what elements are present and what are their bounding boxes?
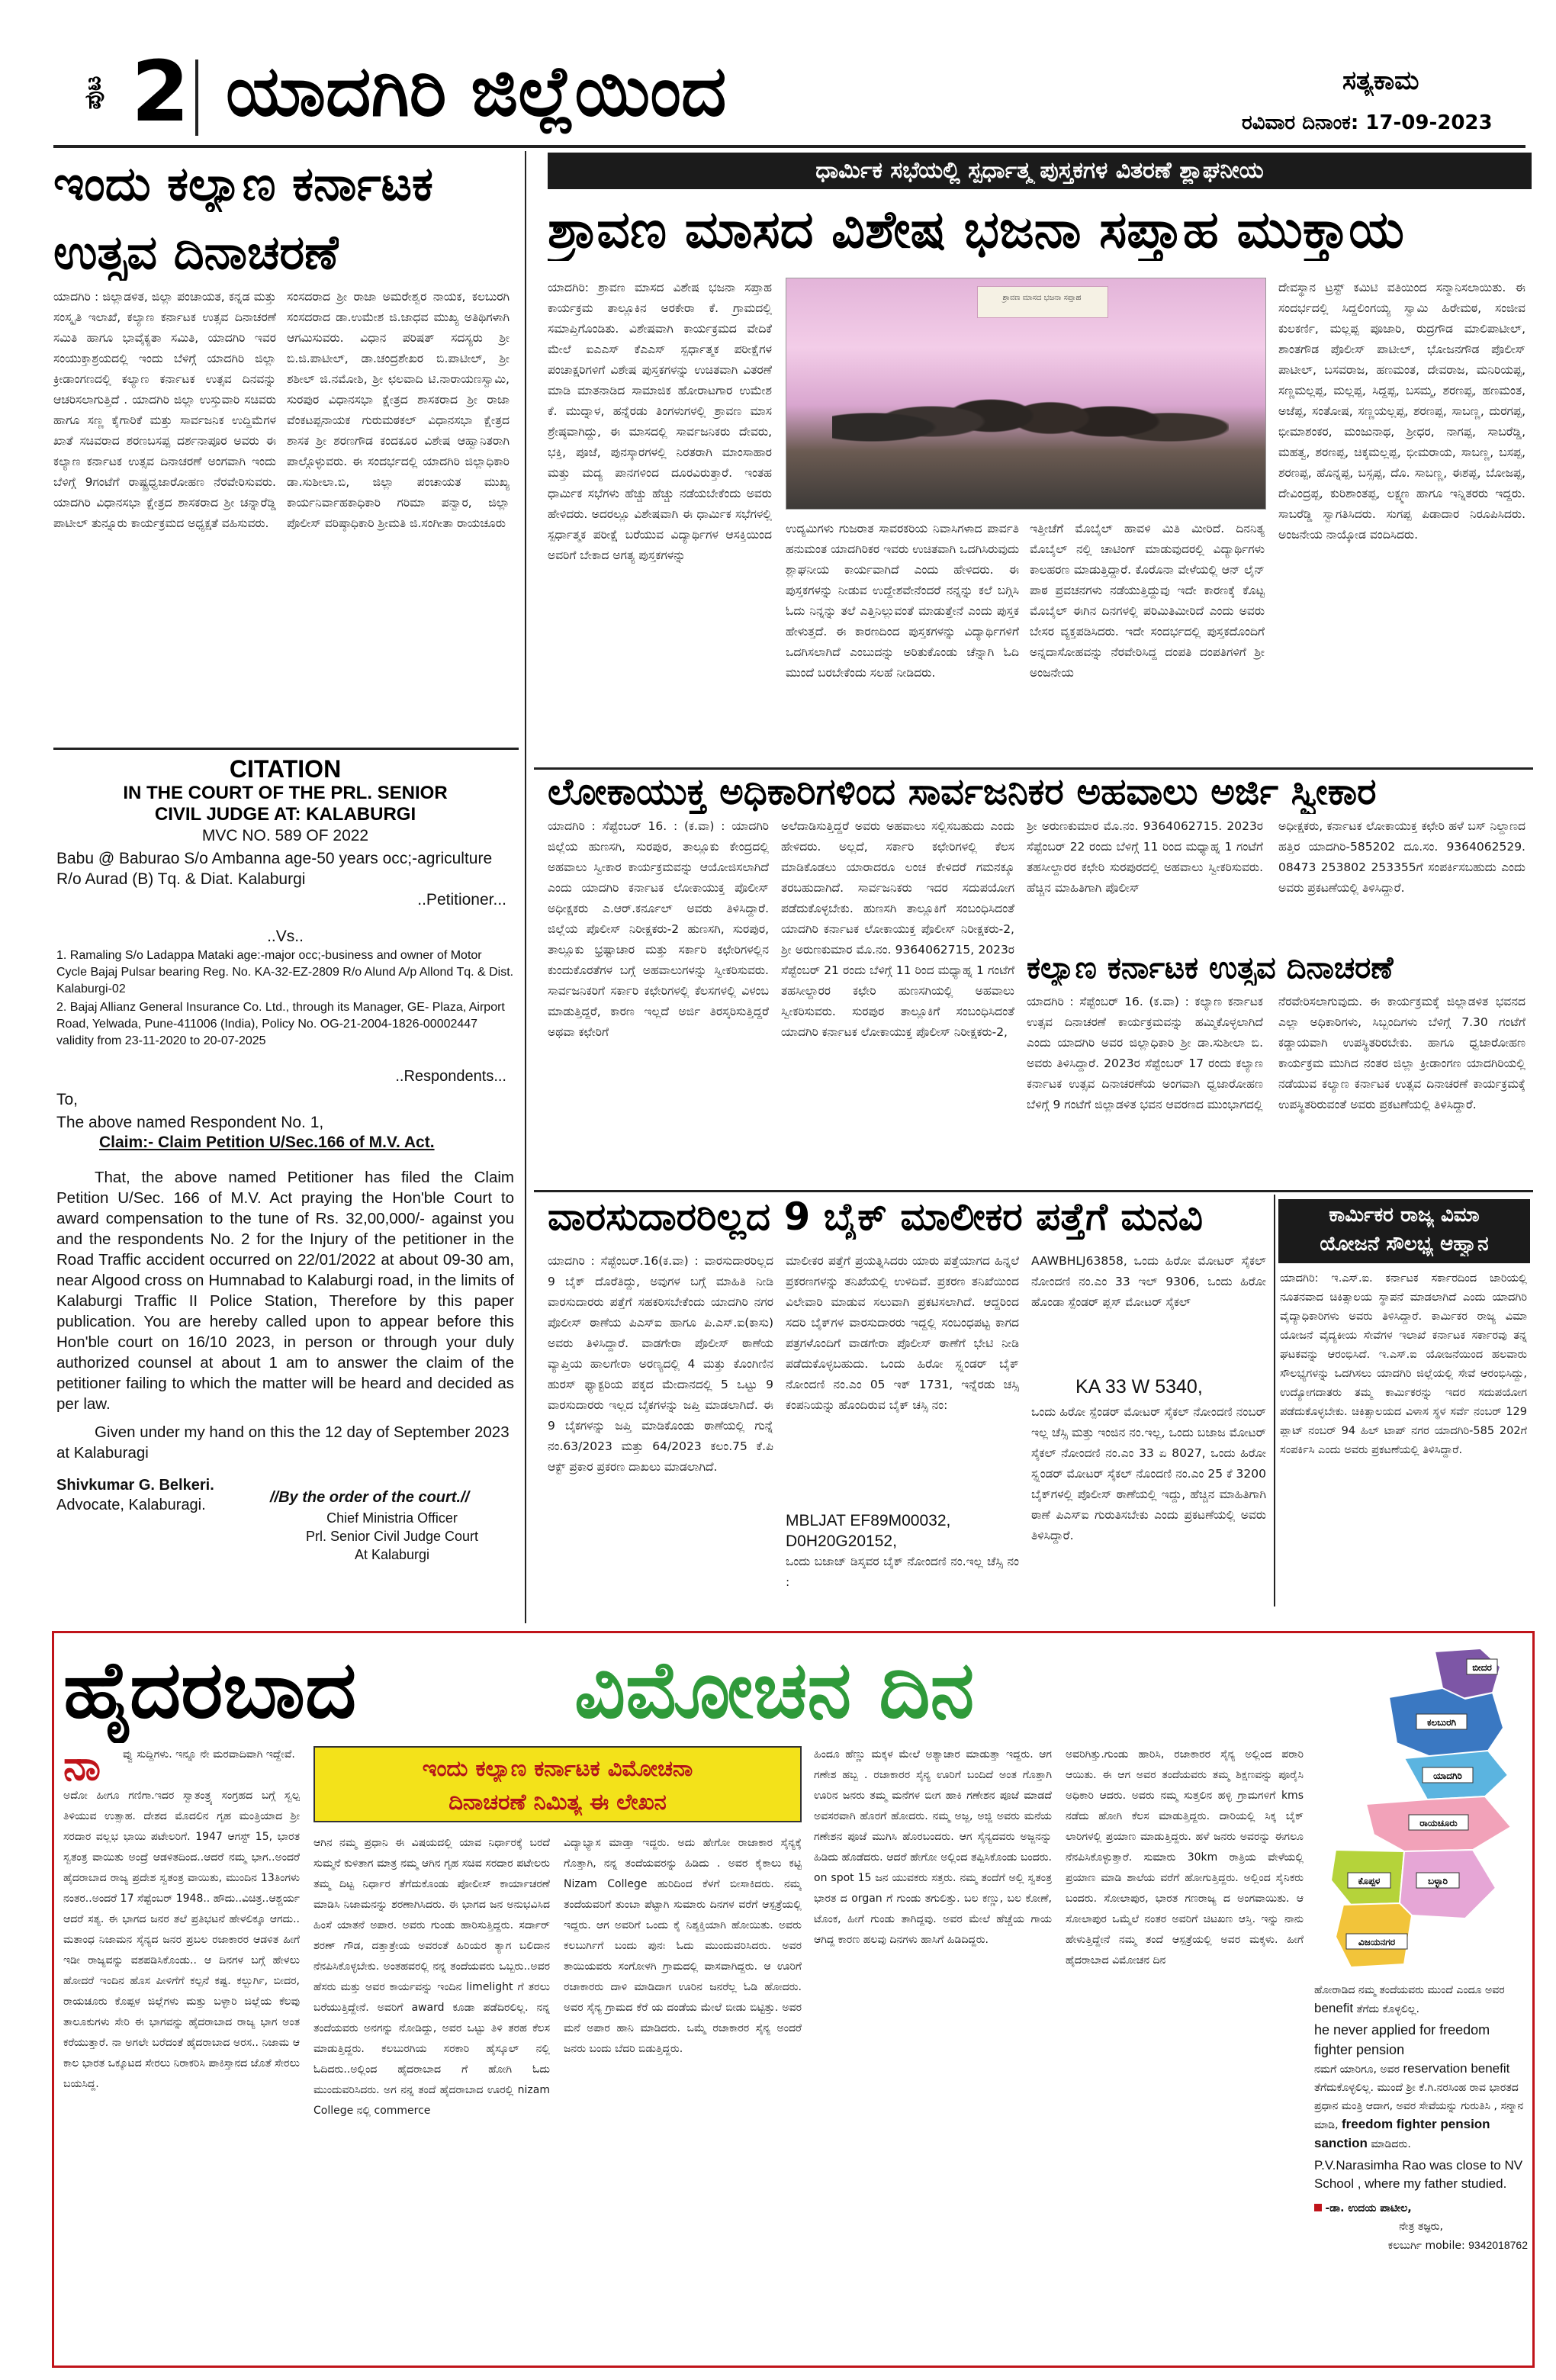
map-label-raichur: ರಾಯಚೂರು (1419, 1818, 1458, 1828)
esi-box (1278, 1195, 1530, 1606)
side-text-3: ನಮಗೆ ಯಾರಿಗೂ, ಅವರ (1314, 2063, 1400, 2076)
bikes-col-3: AAWBHLJ63858, ಒಂದು ಹಿರೋ ಮೋಟರ್ ಸೈಕಲ್ ನೋಂದಣಿ ನಂ.ಎಂ 33 ಇಲ್ 9306, ಒಂದು ಹಿರೋ ಹೊಂಡಾ ಸ್ಪೆಂಡರ್ ಪ್ಲಸ್ ಮೋಟರ್ ಸೈಕಲ್ (1031, 1254, 1266, 1309)
left-story-col-2: ಸಂಸದರಾದ ಶ್ರೀ ರಾಜಾ ಅಮರೇಶ್ವರ ನಾಯಕ, ಕಲಬುರಗಿ ಸಂಸದರಾದ ಡಾ.ಉಮೇಶ ಜಿ.ಜಾಧವ ಮುಖ್ಯ ಅತಿಥಿಗಳಾಗಿ ಆಗಮಿಸುವರು. ವಿಧಾನ ಪರಿಷತ್ ಸದಸ್ಯರು ಶ್ರೀ ಬಿ.ಜಿ.ಪಾಟೀಲ್, ಡಾ.ಚಂದ್ರಶೇಖರ ಬಿ.ಪಾಟೀಲ್, ಶ್ರೀ ಶಶೀಲ್ ಜಿ.ನಮೋಶಿ, ಶ್ರೀ ಛಲವಾದಿ ಟಿ.ನಾರಾಯಣಸ್ವಾಮಿ, ಸುರಪುರ ವಿಧಾನಸಭಾ ಕ್ಷೇತ್ರದ ಶಾಸಕರಾದ ಶ್ರೀ ರಾಜಾ ವೆಂಕಟಪ್ಪನಾಯಕ ಗುರುಮಠಕಲ್ ವಿಧಾನಸಭಾ ಕ್ಷೇತ್ರದ ಶಾಸಕ ಶ್ರೀ ಶರಣಗೌಡ ಕಂದಕೂರ ವಿಶೇಷ ಆಹ್ವಾನಿತರಾಗಿ ಪಾಲ್ಗೊಳ್ಳುವರು. ಈ ಸಂದರ್ಭದಲ್ಲಿ ಯಾದಗಿರಿ ಜಿಲ್ಲಾಧಿಕಾರಿ ಡಾ.ಸುಶೀಲಾ.ಬಿ, ಜಿಲ್ಲಾ ಪಂಚಾಯತ ಮುಖ್ಯ ಕಾರ್ಯನಿರ್ವಾಹಕಾಧಿಕಾರಿ ಗರಿಮಾ ಪನ್ವಾರ, ಜಿಲ್ಲಾ ಪೊಲೀಸ್ ವರಿಷ್ಠಾಧಿಕಾರಿ ಶ್ರೀಮತಿ ಜಿ.ಸಂಗೀತಾ ರಾಯಚೂರು (287, 290, 510, 530)
lokayukta-col-4: ಅಧೀಕ್ಷಕರು, ಕರ್ನಾಟಕ ಲೋಕಾಯುಕ್ತ ಕಛೇರಿ ಹಳೆ ಬಸ್ ನಿಲ್ದಾಣದ ಹತ್ತಿರ ಯಾದಗಿರಿ-585202 ದೂ.ಸಂ. 9364062529. 08473 253802 253355ಗೆ ಸಂಪರ್ಕಿಸಬಹುದು ಎಂದು ಅವರು ಪ್ರಕಟಣೆಯಲ್ಲಿ ತಿಳಿಸಿದ್ದಾರೆ. (1278, 819, 1525, 895)
masthead-rule (53, 145, 1525, 148)
citation-addressee: The above named Respondent No. 1, (56, 1114, 324, 1131)
hyd-col-5: ಅವರಿಗಿತ್ತು.ಗುಂಡು ಹಾರಿಸಿ, ರಜಾಕಾರರ ಸೈನ್ಯ ಅಲ್ಲಿಂದ ಪರಾರಿ ಆಯಿತು. ಈ ಆಗ ಅವರ ತಂದೆಯವರು ತಮ್ಮ ಶಿಕ್ಷಣವನ್ನು ಪೂರೈಸಿ ಅಧಿಕಾರಿ ಆದರು. ಅವರು ನಮ್ಮ ಸುತ್ತಲಿನ ಹಳ್ಳಿ ಗ್ರಾಮಗಳಿಗೆ kms ನಡೆದು ಹೋಗಿ ಕೆಲಸ ಮಾಡುತ್ತಿದ್ದರು. ದಾರಿಯಲ್ಲಿ ಸಿಕ್ಕ ಬೈಕ್ ಲಾರಿಗಳಲ್ಲಿ ಪ್ರಯಾಣ ಮಾಡುತ್ತಿದ್ದರು. ಹಳೆ ಜನರು ಅವರನ್ನು ಈಗಲೂ ನೆನಪಿಸಿಕೊಳ್ಳುತ್ತಾರೆ. ಸುಮಾರು 30km ರಾತ್ರಿಯ ವೇಳೆಯಲ್ಲಿ ಪ್ರಯಾಣ ಮಾಡಿ ಶಾಲೆಯ ವರೆಗೆ ಹೋಗುತ್ತಿದ್ದರು. ಅಲ್ಲಿಂದ ಸೈನಿಕರು ಬಂದರು. ಸೋಲಾಪುರ, ಭಾರತ ಗಣರಾಜ್ಯ ದ ಅಂಗವಾಯಿತು. ಆ ಸೋಲಾಪುರ ಒಮ್ಮೆಲೆ ನಂತರ ಅವರಿಗೆ ಚಿಟಖಣ ಆಸ್ತಿ. ಇನ್ನು ನಾನು ಹೇಳುತ್ತಿದ್ದೇನೆ ನಮ್ಮ ತಂದೆ ಆಸ್ಪತ್ರೆಯಲ್ಲಿ ಅವರ ಮಕ್ಕಳು. ಹೀಗೆ ಹೈದರಾಬಾದ ವಿಮೋಚನ ದಿನ (1066, 1748, 1304, 1967)
paper-name: ಸತ್ಯಕಾಮ (1342, 66, 1419, 96)
article-intro-box (313, 1746, 802, 1822)
dropcap: ನಾ (63, 1742, 101, 1790)
signature: -ಡಾ. ಉದಯ ಪಾಟೀಲ, (1325, 2202, 1412, 2214)
date-line: ರವಿವಾರ ದಿನಾಂಕ: 17-09-2023 (1242, 111, 1493, 134)
shravana-headline: ಶ್ರಾವಣ ಮಾಸದ ವಿಶೇಷ ಭಜನಾ ಸಪ್ತಾಹ ಮುಕ್ತಾಯ (548, 200, 1404, 260)
lokayukta-col-3: ಶ್ರೀ ಅರುಣಕುಮಾರ ಮೊ.ನಂ. 9364062715. 2023ರ ಸೆಪ್ಟೆಂಬರ್ 22 ರಂದು ಬೆಳಿಗ್ಗೆ 11 ರಿಂದ ಮಧ್ಯಾಹ್ನ 1 ಗಂಟೆಗೆ ತಹಸೀಲ್ದಾರರ ಕಛೇರಿ ಸುರಪುರದಲ್ಲಿ ಅಹವಾಲು ಸ್ವೀಕರಿಸುವರು. ಹೆಚ್ಚಿನ ಮಾಹಿತಿಗಾಗಿ ಪೊಲೀಸ್ (1027, 819, 1263, 895)
hyderabad-title-green: ವಿಮೋಚನ ದಿನ (574, 1643, 975, 1736)
page-number: 2 (131, 46, 190, 137)
bikes-reg: KA 33 W 5340, (1075, 1376, 1203, 1397)
citation-court-2: CIVIL JUDGE AT: KALABURGI (154, 804, 416, 825)
map-label-kalaburagi: ಕಲಬುರಗಿ (1426, 1717, 1457, 1728)
signature-mobile (1314, 2236, 1528, 2255)
side-quote-3: freedom fighter pension sanction (1314, 2117, 1490, 2150)
main-column-divider (525, 151, 526, 1623)
side-benefit: benefit (1314, 2001, 1354, 2015)
map-label-yadgir: ಯಾದಗಿರಿ (1433, 1771, 1462, 1781)
esi-headline-1: ಕಾರ್ಮಿಕರ ರಾಜ್ಯ ವಿಮಾ (1329, 1204, 1480, 1227)
bullet-icon (1314, 2204, 1322, 2211)
hyd-col-3: ವಿದ್ಯಾಭ್ಯಾಸ ಮಾಡ್ತಾ ಇದ್ದರು. ಅದು ಹೇಗೋ ರಾಜಾಕಾರ ಸೈನ್ಯಕ್ಕೆ ಗೊತ್ತಾಗಿ, ನನ್ನ ತಂದೆಯವರನ್ನು ಹಿಡಿದು . ಅವರ ಕೈಕಾಲು ಕಟ್ಟಿ Nizam College ಹುರಿದಿಂದ ಕೆಳಗೆ ಬೀಸಾಕಿದರು. ನಮ್ಮ ತಂದೆಯವರಿಗೆ ತುಂಬಾ ಪೆಟ್ಟಾಗಿ ಸುಮಾರು ದಿನಗಳ ವರೆಗೆ ಆಸ್ಪತ್ರೆಯಲ್ಲಿ ಇದ್ದರು. ಆಗ ಅವರಿಗೆ ಒಂದು ಕೈ ನಿಶ್ಶಕ್ತಿಯಾಗಿ ಹೋಯಿತು. ಅವರು ಕಲಬುರ್ಗಿಗೆ ಬಂದು ಪುನಃ ಓದು ಮುಂದುವರಿಸಿದರು. ಅವರ ತಾಯಿಯವರು ಸಂಗೋಳಗಿ ಗ್ರಾಮದಲ್ಲಿ ವಾಸವಾಗಿದ್ದರು. ಆ ಊರಿಗೆ ರಜಾಕಾರರು ದಾಳಿ ಮಾಡಿದಾಗ ಊರಿನ ಜನರೆಲ್ಲ ಓಡಿ ಹೋದರು. ಅವರ ಸೈನ್ಯ ಗ್ರಾಮದ ಕೆರೆ ಯ ದಂಡೆಯ ಮೇಲೆ ಬೀಡು ಬಿಟ್ಟಿತ್ತು. ಅವರ ಮನೆ ಅಪಾರ ಹಾನಿ ಮಾಡಿದರು. ಒಮ್ಮೆ ರಜಾಕಾರರ ಸೈನ್ಯ ಅಂದರೆ ಜನರು ಬಂದು ಬೆದರಿ ಬಿಡುತ್ತಿದ್ದರು. (564, 1837, 802, 2055)
bikes-col-1: ಯಾದಗಿರಿ : ಸೆಪ್ಟೆಂಬರ್.16(ಕ.ವಾ) : ವಾರಸುದಾರರಿಲ್ಲದ 9 ಬೈಕ್ ದೊರೆತಿದ್ದು, ಅವುಗಳ ಬಗ್ಗೆ ಮಾಹಿತಿ ನೀಡಿ ವಾರಸುದಾರರು ಪತ್ತೆಗೆ ಸಹಕರಿಸಬೇಕೆಂದು ಯಾದಗಿರಿ ನಗರ ಪೊಲೀಸ್ ಠಾಣೆಯ ಪಿಎಸ್‌ಐ ಹಾಗೂ ಪಿ.ಎಸ್.ಐ(ಕಾಸು) ಅವರು ತಿಳಿಸಿದ್ದಾರೆ. ವಾಡಗೇರಾ ಪೊಲೀಸ್ ಠಾಣೆಯ ವ್ಯಾಪ್ತಿಯ ಹಾಲಗೇರಾ ಅರಣ್ಯದಲ್ಲಿ 4 ಮತ್ತು ಕೊಂಗಿಣಿನ ಹುರಸ್ ಫ್ಯಾಕ್ಟರಿಯ ಪಕ್ಕದ ಮೇದಾನದಲ್ಲಿ 5 ಒಟ್ಟು 9 ವಾರಸುದಾರರು ಇಲ್ಲದ ಬೈಕಗಳನ್ನು ಜಪ್ತಿ ಮಾಡಲಾಗಿದೆ. ಈ 9 ಬೈಕಗಳನ್ನು ಜಪ್ತಿ ಮಾಡಿಕೊಂಡು ಠಾಣೆಯಲ್ಲಿ ಗುನ್ನೆ ನಂ.63/2023 ಮತ್ತು 64/2023 ಕಲಂ.75 ಕೆ.ಪಿ ಆಕ್ಟ್ ಪ್ರಕಾರ ಪ್ರಕರಣ ದಾಖಲು ಮಾಡಲಾಗಿದೆ. (548, 1254, 773, 1474)
bikes-col-2-end: ಒಂದು ಬಜಾಜ್ ಡಿಸ್ಕವರ ಬೈಕ್ ನೋಂದಣಿ ನಂ.ಇಲ್ಲ ಚೆಸ್ಸಿ ನಂ : (786, 1555, 1019, 1589)
citation-title: CITATION (229, 755, 342, 783)
citation-respondent-2: 2. Bajaj Allianz General Insurance Co. Ltd., through its Manager, GE- Plaza, Airport Road, Yelwada, Pune-411006 (India), Policy No. OG-21-2004-1826-00002447 validity from 23-11-2020 to 20-07-2025 (56, 1001, 505, 1047)
citation-petitioner: Babu @ Baburao S/o Ambanna age-50 years occ;-agriculture R/o Aurad (B) Tq. & Diat. Kalaburgi (56, 850, 493, 888)
signature-line (1314, 2199, 1528, 2218)
side-quote-4: P.V.Narasimha Rao was close to NV School , where my father studied. (1314, 2158, 1523, 2191)
kk-utsav-col-1: ಯಾದಗಿರಿ : ಸೆಪ್ಟೆಂಬರ್ 16. (ಕ.ವಾ) : ಕಲ್ಯಾಣ ಕರ್ನಾಟಕ ಉತ್ಸವ ದಿನಾಚರಣೆ ಕಾರ್ಯಕ್ರಮವನ್ನು ಹಮ್ಮಿಕೊಳ್ಳಲಾಗಿದೆ ಎಂದು ಯಾದಗಿರಿ ಅವರ ಜಿಲ್ಲಾಧಿಕಾರಿ ಶ್ರೀ ಡಾ.ಸುಶೀಲಾ ಬಿ. ಅವರು ತಿಳಿಸಿದ್ದಾರೆ. 2023ರ ಸೆಪ್ಟೆಂಬರ್ 17 ರಂದು ಕಲ್ಯಾಣ ಕರ್ನಾಟಕ ಉತ್ಸವ ದಿನಾಚರಣೆಯ ಅಂಗವಾಗಿ ಧ್ವಜಾರೋಹಣ ಬೆಳಿಗ್ಗೆ 9 ಗಂಟೆಗೆ ಜಿಲ್ಲಾಡಳಿತ ಭವನ ಆವರಣದ ಮುಂಭಾಗದಲ್ಲಿ (1027, 995, 1263, 1111)
shravana-col-1: ಯಾದಗಿರಿ: ಶ್ರಾವಣ ಮಾಸದ ವಿಶೇಷ ಭಜನಾ ಸಪ್ತಾಹ ಕಾರ್ಯಕ್ರಮ ತಾಲ್ಲೂಕಿನ ಅರಕೇರಾ ಕೆ. ಗ್ರಾಮದಲ್ಲಿ ಸಮಾಪ್ತಿಗೊಂಡಿತು. ವಿಶೇಷವಾಗಿ ಕಾರ್ಯಕ್ರಮದ ವೇದಿಕೆ ಮೇಲೆ ಐಎಎಸ್ ಕೆಎಎಸ್ ಸ್ಪರ್ಧಾತ್ಮಕ ಪರೀಕ್ಷೆಗಳ ಪಂಚಾಕ್ಷರಿಗಳಿಗೆ ವಿಶೇಷ ಪುಸ್ತಕಗಳನ್ನು ಉಚಿತವಾಗಿ ವಿತರಣೆ ಮಾಡಿ ಮಾತನಾಡಿದ ಸಾಮಾಜಿಕ ಹೋರಾಟಗಾರ ಉಮೇಶ ಕೆ. ಮುದ್ನಾಳ, ಹನ್ನೆರಡು ತಿಂಗಳುಗಳಲ್ಲಿ ಶ್ರಾವಣ ಮಾಸ ಶ್ರೇಷ್ಠವಾಗಿದ್ದು, ಈ ಮಾಸದಲ್ಲಿ ಸಾರ್ವಜನಿಕರು ದೇವರು, ಭಕ್ತಿ, ಪೂಜೆ, ಪುನಸ್ಕಾರಗಳಲ್ಲಿ ನಿರತರಾಗಿ ಮಾಂಸಾಹಾರ ಮತ್ತು ಮದ್ಯ ಪಾನಗಳಿಂದ ದೂರವಿರುತ್ತಾರೆ. ಇಂತಹ ಧಾರ್ಮಿಕ ಸಭೆಗಳು ಹೆಚ್ಚು ಹೆಚ್ಚು ನಡೆಯಬೇಕೆಂದು ಅವರು ಹೇಳಿದರು. ಅದರಲ್ಲೂ ವಿಶೇಷವಾಗಿ ಈ ಧಾರ್ಮಿಕ ಸಭೆಗಳಲ್ಲಿ ಸ್ಪರ್ಧಾತ್ಮಕ ಪರೀಕ್ಷೆ ಬರೆಯುವ ವಿದ್ಯಾರ್ಥಿಗಳ ಆಸಕ್ತಿಯಿಂದ ಅವರಿಗೆ ಬೇಕಾದ ಅಗತ್ಯ ಪುಸ್ತಕಗಳನ್ನು (548, 281, 772, 562)
hyd-col-1-lead: ವ್ವು ಸುದ್ದಿಗಳು. ಇನ್ನೂ ನೇ ಮರವಾದಿವಾಗಿ ಇದ್ದೇವೆ. (123, 1748, 295, 1761)
side-quote-1: he never applied for freedom fighter pension (1314, 2022, 1490, 2057)
citation-paragraph-1: That, the above named Petitioner has filed the Claim Petition U/Sec. 166 of M.V. Act praying the Hon'ble Court to award compensation to the tune of Rs. 32,00,000/- against you and the respondents No. 2 for the Injury of the petitioner in the Road Traffic accident occurred on 22/01/2022 at about 09-30 am, near Algood cross on Humnabad to Kalaburgi road, in the limits of Kalaburgi Traffic II Police Station, Therefore by this paper publication. You are hereby called upon to appear before this Hon'ble court on 16/10 2023, in person or through your duly authorized counsel at about 1 am to answer the claim of the petitioner failing to which the matter will be heard and decided as per law. (56, 1169, 514, 1413)
kk-utsav-col-2: ನೆರವೇರಿಸಲಾಗುವುದು. ಈ ಕಾರ್ಯಕ್ರಮಕ್ಕೆ ಜಿಲ್ಲಾಡಳಿತ ಭವನದ ಎಲ್ಲಾ ಅಧಿಕಾರಿಗಳು, ಸಿಬ್ಬಂದಿಗಳು ಬೆಳಿಗ್ಗೆ 7.30 ಗಂಟೆಗೆ ಕಡ್ಡಾಯವಾಗಿ ಉಪಸ್ಥಿತರಿರಬೇಕು. ಹಾಗೂ ಧ್ವಜಾರೋಹಣ ಕಾರ್ಯಕ್ರಮ ಮುಗಿದ ನಂತರ ಜಿಲ್ಲಾ ಕ್ರೀಡಾಂಗಣ ಯಾದಗಿರಿಯಲ್ಲಿ ನಡೆಯುವ ಕಲ್ಯಾಣ ಕರ್ನಾಟಕ ಉತ್ಸವ ದಿನಾಚರಣೆ ಕಾರ್ಯಕ್ರಮಕ್ಕೆ ಉಪಸ್ಥಿತರಿರುವಂತೆ ಅವರು ಪ್ರಕಟಣೆಯಲ್ಲಿ ತಿಳಿಸಿದ್ದಾರೆ. (1278, 995, 1525, 1111)
section-title: ಯಾದಗಿರಿ ಜಿಲ್ಲೆಯಿಂದ (226, 50, 727, 132)
citation-petitioner-tag: ..Petitioner... (417, 891, 506, 909)
bikes-chassis: MBLJAT EF89M00032, D0H20G20152, (786, 1512, 951, 1550)
hyd-side-block (1314, 1981, 1528, 2362)
hyderabad-section (52, 1631, 1535, 2368)
mobile-number: 9342018762 (1468, 2239, 1528, 2251)
bikes-headline: ವಾರಸುದಾರರಿಲ್ಲದ 9 ಬೈಕ್ ಮಾಲೀಕರ ಪತ್ತೆಗೆ ಮನವಿ (548, 1195, 1204, 1239)
lokayukta-rule (534, 1190, 1533, 1192)
masthead-divider (195, 60, 198, 136)
left-story (53, 151, 511, 746)
esi-text: ಯಾದಗಿರಿ: ಇ.ಎಸ್.ಐ. ಕರ್ನಾಟಕ ಸರ್ಕಾರದಿಂದ ಜಾರಿಯಲ್ಲಿ ನೂತನವಾದ ಚಿಕಿತ್ಸಾಲಯ ಸ್ಥಾಪನೆ ಮಾಡಲಾಗಿದೆ ಎಂದು ಯಾದಗಿರಿ ವೈದ್ಯಾಧಿಕಾರಿಗಳು ಅವರು ತಿಳಿಸಿದ್ದಾರೆ. ಕಾರ್ಮಿಕರ ರಾಜ್ಯ ವಿಮಾ ಯೋಜನೆ ವೈದ್ಯಕೀಯ ಸೇವೆಗಳ ಇಲಾಖೆ ಕರ್ನಾಟಕ ಸರ್ಕಾರವು ತನ್ನ ಘಟಕವನ್ನು ಆರಂಭಿಸಿದೆ. ಇ.ಎಸ್.ಐ ಯೋಜನೆಯಿಂದ ಹಲವಾರು ಸೌಲಭ್ಯಗಳನ್ನು ಒದಗಿಸಲು ಯಾದಗಿರಿ ಜಿಲ್ಲೆಯಲ್ಲಿ ಸೇವೆ ಆರಂಭಿಸಿದ್ದು, ಉದ್ಯೋಗದಾತರು ತಮ್ಮ ಕಾರ್ಮಿಕರನ್ನು ಇದರ ಸದುಪಯೋಗ ಪಡೆದುಕೊಳ್ಳಬೇಕು. ಚಿಕಿತ್ಸಾಲಯದ ವಿಳಾಸ ಸ್ಥಳ ಸರ್ವೆ ನಂಬರ್ 129 ಪ್ಲಾಟ್ ನಂಬರ್ 94 ಹಿಲ್ ಟಾಪ್ ನಗರ ಯಾದಗಿರಿ-585 202ಗೆ ಸಂಪರ್ಕಿಸಿ ಎಂದು ಅವರು ಪ್ರಕಟಣೆಯಲ್ಲಿ ತಿಳಿಸಿದ್ದಾರೆ. (1280, 1272, 1527, 1456)
left-headline-1: ಇಂದು ಕಲ್ಯಾಣ ಕರ್ನಾಟಕ (53, 156, 433, 211)
signature-role: ನೇತ್ರ ತಜ್ಞರು, (1399, 2221, 1443, 2233)
citation-advocate: Shivkumar G. Belkeri. (56, 1477, 214, 1494)
citation-order-3: Prl. Senior Civil Judge Court (305, 1529, 479, 1544)
citation-claim: Claim:- Claim Petition U/Sec.166 of M.V. Act. (99, 1134, 435, 1151)
citation-order-4: At Kalaburgi (354, 1547, 430, 1562)
masthead (0, 0, 1556, 145)
mobile-label: ಕಲಬುರ್ಗಿ mobile: (1387, 2240, 1465, 2252)
bikes-col-2: ಮಾಲೀಕರ ಪತ್ತೆಗೆ ಪ್ರಯತ್ನಿಸಿದರು ಯಾರು ಪತ್ತೆಯಾಗದ ಹಿನ್ನಲೆ ಪ್ರಕರಣಗಳನ್ನು ತನಿಖೆಯಲ್ಲಿ ಉಳಿದಿವೆ. ಪ್ರಕರಣ ತನಿಖೆಯಿಂದ ವಿಲೇವಾರಿ ಮಾಡುವ ಸಲುವಾಗಿ ಪ್ರಕಟಿಸಲಾಗಿದೆ. ಆದ್ದರಿಂದ ಸದರಿ ಬೈಕ್‌ಗಳ ವಾರಸುದಾರರು ಇದ್ದಲ್ಲಿ ಸಂಬಂಧಪಟ್ಟ ಕಾಗದ ಪತ್ರಗಳೊಂದಿಗೆ ವಾಡಗೇರಾ ಪೊಲೀಸ್ ಠಾಣೆಗೆ ಭೇಟಿ ನೀಡಿ ಪಡೆದುಕೊಳ್ಳಬಹುದು. ಒಂದು ಹಿರೋ ಸ್ಪ್ಲಂಡರ್ ಬೈಕ್ ನೋಂದಣಿ ನಂ.ಎಂ 05 ಇಕ್ 1731, ಇನ್ನೆರಡು ಚಸ್ಸಿ ಕಂಪನಿಯನ್ನು ಹೊಂದಿರುವ ಬೈಕ್ ಚಸ್ಸಿ ನಂ: (786, 1254, 1019, 1412)
article-intro-line-1: ಇಂದು ಕಲ್ಯಾಣ ಕರ್ನಾಟಕ ವಿಮೋಚನಾ (422, 1755, 693, 1781)
side-text-5: ಮಾಡಿದರು. (1371, 2138, 1411, 2150)
page-side-label: ಪುಟ (79, 76, 107, 110)
shravana-kicker: ಧಾರ್ಮಿಕ ಸಭೆಯಲ್ಲಿ ಸ್ಪರ್ಧಾತ್ಮ ಪುಸ್ತಕಗಳ ವಿತರಣೆ ಶ್ಲಾಘನೀಯ (815, 157, 1264, 184)
side-quote-2: reservation benefit (1403, 2061, 1510, 2076)
side-text-1: ಹೋರಾಡಿದ ನಮ್ಮ ತಂದೆಯವರು ಮುಂದೆ ಎಂದೂ ಅವರ (1314, 1984, 1505, 1996)
left-story-col-1: ಯಾದಗಿರಿ : ಜಿಲ್ಲಾಡಳಿತ, ಜಿಲ್ಲಾ ಪಂಚಾಯತ, ಕನ್ನಡ ಮತ್ತು ಸಂಸ್ಕೃತಿ ಇಲಾಖೆ, ಕಲ್ಯಾಣ ಕರ್ನಾಟಕ ಉತ್ಸವ ದಿನಾಚರಣೆ ಸಮಿತಿ ಹಾಗೂ ಭಾವೈಕ್ಯತಾ ಸಮಿತಿ, ಯಾದಗಿರಿ ಇವರ ಸಂಯುಕ್ತಾಶ್ರಯದಲ್ಲಿ ಇಂದು ಬೆಳಿಗ್ಗೆ ಯಾದಗಿರಿ ಜಿಲ್ಲಾ ಕ್ರೀಡಾಂಗಣದಲ್ಲಿ ಕಲ್ಯಾಣ ಕರ್ನಾಟಕ ಉತ್ಸವ ದಿನವನ್ನು ಆಚರಿಸಲಾಗುತ್ತಿದೆ . ಯಾದಗಿರಿ ಜಿಲ್ಲಾ ಉಸ್ತುವಾರಿ ಸಚಿವರು ಹಾಗೂ ಸಣ್ಣ ಕೈಗಾರಿಕೆ ಮತ್ತು ಸಾರ್ವಜನಿಕ ಉದ್ದಿಮೆಗಳ ಖಾತೆ ಸಚಿವರಾದ ಶರಣಬಸಪ್ಪ ದರ್ಶನಾಪೂರ ಅವರು ಈ ಕಲ್ಯಾಣ ಕರ್ನಾಟಕ ಉತ್ಸವ ದಿನಾಚರಣೆ ಅಂಗವಾಗಿ ಇಂದು ಬೆಳಿಗ್ಗೆ 9ಗಂಟೆಗೆ ರಾಷ್ಟ್ರಧ್ವಜಾರೋಹಣ ನೆರವೇರಿಸುವರು. ಯಾದಗಿರಿ ವಿಧಾನಸಭಾ ಕ್ಷೇತ್ರದ ಶಾಸಕರಾದ ಶ್ರೀ ಚನ್ನಾರೆಡ್ಡಿ ಪಾಟೀಲ್ ತುನ್ನೂರು ಕಾರ್ಯಕ್ರಮದ ಅಧ್ಯಕ್ಷತೆ ವಹಿಸುವರು. (53, 290, 276, 530)
side-text-4: ತೆಗೆದುಕೊಳ್ಳಲಿಲ್ಲ. ಮುಂದೆ ಶ್ರೀ ಕೆ.ಗಿ.ನರಸಿಂಹ ರಾವ ಭಾರತದ ಪ್ರಧಾನ ಮಂತ್ರಿ ಆದಾಗ, ಅವರ ಸೇವೆಯನ್ನು ಗುರುತಿಸಿ , ಸನ್ಮಾನ ಮಾಡಿ, (1314, 2082, 1524, 2131)
map-label-vijayanagara: ವಿಜಯನಗರ (1358, 1937, 1396, 1947)
map-label-ballari: ಬಳ್ಳಾರಿ (1428, 1876, 1448, 1886)
hyd-col-2: ಆಗಿನ ನಮ್ಮ ಪ್ರಧಾನಿ ಈ ವಿಷಯದಲ್ಲಿ ಯಾವ ನಿರ್ಧಾರಕ್ಕೆ ಬರದೆ ಸುಮ್ಮನೆ ಕುಳಿತಾಗ ಮಾತ್ರ ನಮ್ಮ ಆಗಿನ ಗೃಹ ಸಚಿವ ಸರದಾರ ಪಟೇಲರು ತಮ್ಮ ದಿಟ್ಟ ನಿರ್ಧಾರ ತೆಗೆದುಕೊಂಡು ಪೋಲೀಸ್ ಕಾರ್ಯಾಚರಣೆ ಮಾಡಿಸಿ ನಿಜಾಮನನ್ನು ಶರಣಾಗಿಸಿದರು. ಈ ಭಾಗದ ಜನ ಅನುಭವಿಸಿದ ಹಿಂಸೆ ಯಾತನೆ ಅಪಾರ. ಅವರು ಗುಂಡು ಹಾರಿಸುತ್ತಿದ್ದರು. ಸರ್ದಾರ್ ಶರಣ್ ಗೌಡ, ದತ್ತಾತ್ರೇಯ ಅವರಂತೆ ಹಿರಿಯರ ತ್ಯಾಗ ಬಲಿದಾನ ನೆನಪಿಸಿಕೊಳ್ಳಬೇಕು. ಅಂತಹವರಲ್ಲಿ ನನ್ನ ತಂದೆಯವರು ಒಬ್ಬರು..ಅವರ ಹೆಸರು ಮತ್ತು ಅವರ ಕಾರ್ಯವನ್ನು ಇಂದಿನ limelight ಗೆ ತರಲು ಬರೆಯುತ್ತಿದ್ದೇನೆ. ಅವರಿಗೆ award ಕೂಡಾ ಪಡೆದಿರಲಿಲ್ಲ. ನನ್ನ ತಂದೆಯವರು ಅನಗನ್ನು ನೋಡಿದ್ದು, ಅವರ ಒಟ್ಟು ತಿಳಿ ತರಹ ಕೆಲಸ ಮಾಡುತ್ತಿದ್ದರು. ಕಲಬುರಗಿಯ ಸರಕಾರಿ ಹೈಸ್ಕೂಲ್ ನಲ್ಲಿ ಓದಿದರು..ಅಲ್ಲಿಂದ ಹೈದರಾಬಾದ ಗೆ ಹೋಗಿ ಓದು ಮುಂದುವರಿಸಿದರು. ಅಗ ನನ್ನ ತಂದೆ ಹೈದರಾಬಾದ ಊರಲ್ಲಿ nizam College ನಲ್ಲಿ commerce (313, 1837, 550, 2117)
shravana-col-2: ಉದ್ಯಮಿಗಳು ಗುಜರಾತ ಸಾವರಕರಿಯ ನಿವಾಸಿಗಳಾದ ಪಾರ್ವತಿ ಹನುಮಂತ ಯಾದಗಿರಿಕರ ಇವರು ಉಚಿತವಾಗಿ ಒದಗಿಸಿರುವುದು ಶ್ಲಾಘನೀಯ ಕಾರ್ಯವಾಗಿದೆ ಎಂದು ಹೇಳಿದರು. ಈ ಪುಸ್ತಕಗಳನ್ನು ನೀಡುವ ಉದ್ದೇಶವೇನೆಂದರೆ ನನ್ನನ್ನು ಕಲೆ ಬಗ್ಗಿಸಿ ಓದು ನಿನ್ನನ್ನು ತಲೆ ಎತ್ತಿನಿಲ್ಲುವಂತೆ ಮಾಡುತ್ತೇನೆ ಎಂದು ಪುಸ್ತಕ ಹೇಳುತ್ತದೆ. ಈ ಕಾರಣದಿಂದ ಪುಸ್ತಕಗಳನ್ನು ವಿದ್ಯಾರ್ಥಿಗಳಿಗೆ ಒದಗಿಸಲಾಗಿದೆ ಎಂಬುದನ್ನು ಅರಿತುಕೊಂಡು ಚೆನ್ನಾಗಿ ಓದಿ ಮುಂದೆ ಬರಬೇಕೆಂದು ಸಲಹೆ ನೀಡಿದರು. (786, 522, 1019, 680)
bikes-col-3-end: ಒಂದು ಹಿರೋ ಸ್ಪೆಂಡರ್ ಮೋಟರ್ ಸೈಕಲ್ ನೋಂದಣಿ ನಂಬರ್ ಇಲ್ಲ ಚೆಸ್ಸಿ ಮತ್ತು ಇಂಜಿನ ನಂ.ಇಲ್ಲ, ಒಂದು ಬಜಾಜ ಮೋಟರ್ ಸೈಕಲ್ ನೋಂದಣಿ ನಂ.ಎಂ 33 ಏ 8027, ಒಂದು ಹಿರೋ ಸ್ಪ್ಲಂಡರ್ ಮೋಟರ್ ಸೈಕಲ್ ನೊಂದಣಿ ನಂ.ಎಂ 25 ಕೆ 3200 ಬೈಕ್‌ಗಳಲ್ಲಿ ಪೊಲೀಸ್ ಠಾಣೆಯಲ್ಲಿ ಇದ್ದು, ಹೆಚ್ಚಿನ ಮಾಹಿತಿಗಾಗಿ ಠಾಣೆ ಪಿಎಸ್ಐ ಗುರುತಿಸಬೇಕು ಎಂದು ಪ್ರಕಟಣೆಯಲ್ಲಿ ಅವರು ತಿಳಿಸಿದ್ದಾರೆ. (1031, 1405, 1266, 1542)
citation-to: To, (56, 1091, 79, 1108)
left-headline-2: ಉತ್ಸವ ದಿನಾಚರಣೆ (53, 224, 339, 280)
citation-order-2: Chief Ministria Officer (326, 1510, 458, 1526)
citation-notice (56, 755, 514, 1594)
citation-advocate-place: Advocate, Kalaburagi. (56, 1497, 206, 1513)
shravana-col-3: ಇತ್ತೀಚೆಗೆ ಮೊಬೈಲ್ ಹಾವಳಿ ಮಿತಿ ಮೀರಿದೆ. ದಿನನಿತ್ಯ ಮೊಬೈಲ್ ನಲ್ಲಿ ಚಾಟಿಂಗ್ ಮಾಡುವುದರಲ್ಲಿ ವಿದ್ಯಾರ್ಥಿಗಳು ಕಾಲಹರಣ ಮಾಡುತ್ತಿದ್ದಾರೆ. ಕೊರೊನಾ ವೇಳೆಯಲ್ಲಿ ಆನ್ ಲೈನ್ ಪಾಠ ಪ್ರವಚನಗಳು ನಡೆಯುತ್ತಿದ್ದುವು ಇದೇ ಕಾರಣಕ್ಕೆ ಕೊಟ್ಟ ಮೊಬೈಲ್ ಈಗಿನ ದಿನಗಳಲ್ಲಿ ಪರಿಮಿತಿಮೀರಿದೆ ಎಂದು ಅವರು ಬೇಸರ ವ್ಯಕ್ತಪಡಿಸಿದರು. ಇದೇ ಸಂದರ್ಭದಲ್ಲಿ ಪುಸ್ತಕದೊಂದಿಗೆ ಅನ್ನದಾಸೋಹವನ್ನು ನೆರವೇರಿಸಿದ್ದ ದಂಪತಿ ದಂಪತಿಗಳಿಗೆ ಶ್ರೀ ಅಂಜನೇಯ (1030, 522, 1265, 680)
side-text-2: ತೆಗೆದು ಕೊಳ್ಳಲಿಲ್ಲ. (1356, 2003, 1419, 2015)
citation-paragraph-2: Given under my hand on this the 12 day of September 2023 at Kalaburagi (56, 1423, 510, 1462)
lokayukta-headline: ಲೋಕಾಯುಕ್ತ ಅಧಿಕಾರಿಗಳಿಂದ ಸಾರ್ವಜನಿಕರ ಅಹವಾಲು ಅರ್ಜಿ ಸ್ವೀಕಾರ (548, 770, 1377, 813)
map-label-koppal: ಕೊಪ್ಪಳ (1358, 1876, 1381, 1886)
left-story-rule (53, 748, 519, 750)
shravana-photo (786, 278, 1266, 510)
citation-vs: ..Vs.. (267, 928, 304, 945)
article-intro-line-2: ದಿನಾಚರಣೆ ನಿಮಿತ್ಯ ಈ ಲೇಖನ (448, 1789, 667, 1815)
map-label-bidar: ಬೀದರ (1472, 1662, 1492, 1673)
esi-headline-2: ಯೋಜನೆ ಸೌಲಭ್ಯ ಆಹ್ವಾನ (1320, 1233, 1489, 1256)
lokayukta-col-1: ಯಾದಗಿರಿ : ಸೆಪ್ಟೆಂಬರ್ 16. : (ಕ.ವಾ) : ಯಾದಗಿರಿ ಜಿಲ್ಲೆಯ ಹುಣಸಗಿ, ಸುರಪುರ, ತಾಲ್ಲೂಕು ಕೇಂದ್ರದಲ್ಲಿ ಅಹವಾಲು ಸ್ವೀಕಾರ ಕಾರ್ಯಕ್ರಮವನ್ನು ಆಯೋಜಿಸಲಾಗಿದೆ ಎಂದು ಯಾದಗಿರಿ ಕರ್ನಾಟಕ ಲೋಕಾಯುಕ್ತ ಪೊಲೀಸ್ ಅಧೀಕ್ಷಕರು ಎ.ಆರ್.ಕರ್ನೂಲ್ ಅವರು ತಿಳಿಸಿದ್ದಾರೆ. ಜಿಲ್ಲೆಯ ಪೊಲೀಸ್ ನಿರೀಕ್ಷಕರು-2 ಹುಣಸಗಿ, ಸುರಪುರ, ತಾಲ್ಲೂಕು ಭ್ರಷ್ಟಾಚಾರ ಮತ್ತು ಸರ್ಕಾರಿ ಕಛೇರಿಗಳಲ್ಲಿನ ಕುಂದುಕೊರತೆಗಳ ಬಗ್ಗೆ ಅಹವಾಲುಗಳನ್ನು ಸ್ವೀಕರಿಸುವರು. ಸಾರ್ವಜನಿಕರಿಗೆ ಸರ್ಕಾರಿ ಕಛೇರಿಗಳಲ್ಲಿ ಕೆಲಸಗಳಲ್ಲಿ ವಿಳಂಬ ಮಾಡುತ್ತಿದ್ದರೆ, ಕಾರಣ ಇಲ್ಲದೆ ಅರ್ಜಿ ತಿರಸ್ಕರಿಸುತ್ತಿದ್ದರೆ ಅಥವಾ ಕಛೇರಿಗೆ (548, 819, 769, 1039)
shravana-col-4: ದೇವಸ್ಥಾನ ಟ್ರಸ್ಟ್ ಕಮಿಟಿ ವತಿಯಿಂದ ಸನ್ಮಾನಿಸಲಾಯಿತು. ಈ ಸಂದರ್ಭದಲ್ಲಿ ಸಿದ್ದಲಿಂಗಯ್ಯ ಸ್ವಾಮಿ ಹಿರೇಮಠ, ಸಂಜೀವ ಕುಲಕರ್ಣಿ, ಮಲ್ಲಪ್ಪ ಪೂಜಾರಿ, ರುದ್ರಗೌಡ ಮಾಲಿಪಾಟೀಲ್, ಶಾಂತಗೌಡ ಪೊಲೀಸ್ ಪಾಟೀಲ್, ಭೋಜನಗೌಡ ಪೊಲೀಸ್ ಪಾಟೀಲ್, ಬಸವರಾಜ, ಹಣಮಂತ, ದೇವರಾಜ, ಮನಿರಿಯಪ್ಪ, ಸಣ್ಣಮಲ್ಲಪ್ಪ, ಮಲ್ಲಪ್ಪ, ಸಿದ್ದಪ್ಪ, ಬಸಮ್ಮ, ಶರಣಪ್ಪ, ಹಣಮಂತ, ಅಜೆಪ್ಪ, ಸಂತೋಷ, ಸಣ್ಣಯಲ್ಲಪ್ಪ, ಶರಣಪ್ಪ, ಸಾಬಣ್ಣ, ದುರಗಪ್ಪ, ಭೀಮಾಶಂಕರ, ಮಂಜುನಾಥ, ಶ್ರೀಧರ, ನಾಗಪ್ಪ, ಸಾಬರೆಡ್ಡಿ, ಮಹತ್ವ, ಶರಣಪ್ಪ, ಚಿಕ್ಕಮಲ್ಲಪ್ಪ, ಭೀಮರಾಯ, ಸಾಬಣ್ಣ, ಬಸಪ್ಪ, ಶರಣಪ್ಪ, ಹೊನ್ನಪ್ಪ, ಬಸ್ಸಪ್ಪ, ದೊ. ಸಾಬಣ್ಣ, ಈಶಪ್ಪ, ಬೋಜಪ್ಪ, ದೇವಿಂದ್ರಪ್ಪ, ಕುರಿಶಾಂತಪ್ಪ, ಲಕ್ಷ್ಮಣ ಹಾಗೂ ಇನ್ನಿತರರು ಇದ್ದರು. ಸಾಬರೆಡ್ಡಿ ಸ್ವಾಗತಿಸಿದರು. ಸುಗಪ್ಪ ಪಿಡಾದಾರ ನಿರೂಪಿಸಿದರು. ಅಂಜನೇಯ ನಾಯ್ಕೋಡ ವಂದಿಸಿದರು. (1278, 281, 1525, 542)
hyd-col-4: ಹಿಂದೂ ಹೆಣ್ಣು ಮಕ್ಕಳ ಮೇಲೆ ಅತ್ಯಾಚಾರ ಮಾಡುತ್ತಾ ಇದ್ದರು. ಆಗ ಗಣೇಶ ಹಬ್ಬ . ರಜಾಕಾರರ ಸೈನ್ಯ ಊರಿಗೆ ಬಂದಿದೆ ಅಂತ ಗೊತ್ತಾಗಿ ಊರಿನ ಜನರು ತಮ್ಮ ಮನೆಗಳ ಬೀಗ ಹಾಕಿ ಗಣೇಶನ ಪೂಜೆ ಮಾಡದೆ ಅವಸರವಾಗಿ ಹೊರಗೆ ಹೋದರು. ನಮ್ಮ ಅಜ್ಜ, ಅಜ್ಜಿ ಅವರು ಮನೆಯ ಗಣೇಶನ ಪೂಜೆ ಮುಗಿಸಿ ಹೊರಬಂದರು. ಆಗ ಸೈನ್ಯದವರು ಅಜ್ಜನನ್ನು ಹಿಡಿದು ಹೊಡೆದರು. ಆದರೆ ಹೇಗೋ ಅಲ್ಲಿಂದ ತಪ್ಪಿಸಿಕೊಂಡು ಬಂದರು. on spot 15 ಜನ ಯುವಕರು ಸತ್ತರು. ನಮ್ಮ ತಂದೆಗೆ ಅಲ್ಲಿ ಸ್ವತಂತ್ರ ಭಾರತ ದ organ ಗೆ ಗುಂಡು ತಗುಲಿತ್ತು. ಬಲ ಕಣ್ಣು, ಬಲ ಕೋಣೆ, ಟೊಂಕ, ಹೀಗೆ ಗುಂಡು ತಾಗಿದ್ದವು. ಅವರ ಮೇಲೆ ಹೆಚ್ಚೆಯ ಗಾಯ ಆಗಿದ್ದ ಕಾರಣ ಹಲವು ದಿನಗಳು ಹಾಸಿಗೆ ಹಿಡಿದಿದ್ದರು. (814, 1748, 1052, 1946)
hyderabad-title-black: ಹೈದರಬಾದ (63, 1643, 357, 1736)
photo-banner (977, 286, 1108, 318)
kk-utsav-subheadline: ಕಲ್ಯಾಣ ಕರ್ನಾಟಕ ಉತ್ಸವ ದಿನಾಚರಣೆ (1027, 950, 1394, 986)
kalyana-karnataka-map (1320, 1644, 1526, 1980)
hyd-col-1: ಅದೋ ಹೀಗೂ ಗಣಿಗಾ.ಇದರ ಸ್ವಾತಂತ್ರ್ಯ ಸಂಗ್ರಹದ ಬಗ್ಗೆ ಸ್ವಲ್ಪ ತಿಳಿಯುವ ಉತ್ಸಾಹ. ದೇಶದ ಮೊದಲಿನ ಗೃಹ ಮಂತ್ರಿಯಾದ ಶ್ರೀ ಸರದಾರ ವಲ್ಲಭ ಭಾಯಿ ಪಟೇಲರಿಗೆ. 1947 ಆಗಸ್ಟ್ 15, ಭಾರತ ಸ್ವತಂತ್ರ ವಾಯಿತು ಅಂದ್ರೆ ಆಡಳಿತದಿಂದ..ಆದರೆ ನಮ್ಮ ಭಾಗ..ಅಂದರೆ ಹೈದರಾಬಾದ ರಾಜ್ಯ ಪ್ರದೇಶ ಸ್ವತಂತ್ರ ವಾಯಿತು, ಮುಂದಿನ 13ತಿಂಗಳು ನಂತರ..ಅಂದರೆ 17 ಸೆಪ್ಟೆಂಬರ್ 1948.. ಹೌದು..ವಿಚಿತ್ರ..ಆಶ್ಚರ್ಯ ಆದರೆ ಸತ್ಯ. ಈ ಭಾಗದ ಜನರ ತಲೆ ಪ್ರತಿಭಟನೆ ಹೇಳಲಿಕ್ಕೂ ಆಗದು.. ಮತಾಂಧ ನಿಜಾಮನ ಸೈನ್ಯದ ಜನರ ಪ್ರಬಲ ರಜಾಕಾರರ ಆಡಳಿತ ಹೀಗೆ ಇಡೀ ರಾಜ್ಯವನ್ನು ವಶಪಡಿಸಿಕೊಂಡು.. ಆ ದಿನಗಳ ಬಗ್ಗೆ ಹೇಳಲು ಹೋದರೆ ಇಂದಿನ ಹೊಸ ಪೀಳಿಗೆಗೆ ಕಲ್ಪನೆ ಕಷ್ಟ. ಕಲ್ಬುರ್ಗಿ, ಬೀದರ, ರಾಯಚೂರು ಕೊಪ್ಪಳ ಜಿಲ್ಲೆಗಳು ಮತ್ತು ಬಳ್ಳಾರಿ ಜಿಲ್ಲೆಯ ಕೆಲವು ತಾಲೂಕುಗಳು ಸೇರಿ ಈ ಭಾಗವನ್ನು ಹೈದರಾಬಾದ ರಾಜ್ಯ ಭಾಗ ಅಂತ ಕರೆಯುತ್ತಾರೆ. ನಾ ಅಗಲೇ ಬರೆದಂತೆ ಹೈದರಾಬಾದ ಅರಸ.. ನಿಜಾಮ ಆ ಕಾಲ ಭಾರತ ಒಕ್ಕೂಟದ ಸೇರಲು ನಿರಾಕರಿಸಿ ಪಾಕಿಸ್ತಾನದ ಜೊತೆ ಸೇರಲು ಬಯಸಿದ್ದ. (63, 1790, 300, 2090)
citation-court-1: IN THE COURT OF THE PRL. SENIOR (123, 783, 448, 803)
photo-banner-text: ಶ್ರಾವಣ ಮಾಸದ ಭಜನಾ ಸಪ್ತಾಹ (1002, 294, 1082, 302)
esi-divider (1274, 1195, 1275, 1606)
citation-order-1: //By the order of the court.// (270, 1489, 470, 1506)
citation-case-no: MVC NO. 589 OF 2022 (201, 827, 369, 844)
photo-people-row (832, 362, 1229, 507)
citation-respondent-1: 1. Ramaling S/o Ladappa Mataki age:-major occ;-business and owner of Motor Cycle Bajaj Pulsar bearing Reg. No. KA-32-EZ-2809 R/o Alund A/p Allond Tq. & Dist. Kalaburgi-02 (56, 949, 514, 995)
lokayukta-col-2: ಅಲೆದಾಡಿಸುತ್ತಿದ್ದರೆ ಅವರು ಅಹವಾಲು ಸಲ್ಲಿಸಬಹುದು ಎಂದು ಹೇಳಿದರು. ಅಲ್ಲದೆ, ಸರ್ಕಾರಿ ಕಛೇರಿಗಳಲ್ಲಿ ಕೆಲಸ ಮಾಡಿಕೊಡಲು ಯಾರಾದರೂ ಲಂಚ ಕೇಳಿದರೆ ಗಮನಕ್ಕೂ ತರಬಹುದಾಗಿದೆ. ಸಾರ್ವಜನಿಕರು ಇದರ ಸದುಪಯೋಗ ಪಡೆದುಕೊಳ್ಳಬೇಕು. ಹುಣಸಗಿ ತಾಲ್ಲೂಕಿಗೆ ಸಂಬಂಧಿಸಿದಂತೆ ಯಾದಗಿರಿ ಕರ್ನಾಟಕ ಲೋಕಾಯುಕ್ತ ಪೊಲೀಸ್ ನಿರೀಕ್ಷಕರು-2, ಶ್ರೀ ಅರುಣಕುಮಾರ ಮೊ.ನಂ. 9364062715, 2023ರ ಸೆಪ್ಟೆಂಬರ್ 21 ರಂದು ಬೆಳಿಗ್ಗೆ 11 ರಿಂದ ಮಧ್ಯಾಹ್ನ 1 ಗಂಟೆಗೆ ತಹಸೀಲ್ದಾರರ ಕಛೇರಿ ಹುಣಸಗಿಯಲ್ಲಿ ಅಹವಾಲು ಸ್ವೀಕರಿಸುವರು. ಸುರಪುರ ತಾಲ್ಲೂಕಿಗೆ ಸಂಬಂಧಿಸಿದಂತೆ ಯಾದಗಿರಿ ಕರ್ನಾಟಕ ಲೋಕಾಯುಕ್ತ ಪೊಲೀಸ್ ನಿರೀಕ್ಷಕರು-2, (781, 819, 1014, 1039)
shravana-rule (534, 767, 1533, 770)
citation-respondent-tag: ..Respondents... (395, 1068, 506, 1085)
